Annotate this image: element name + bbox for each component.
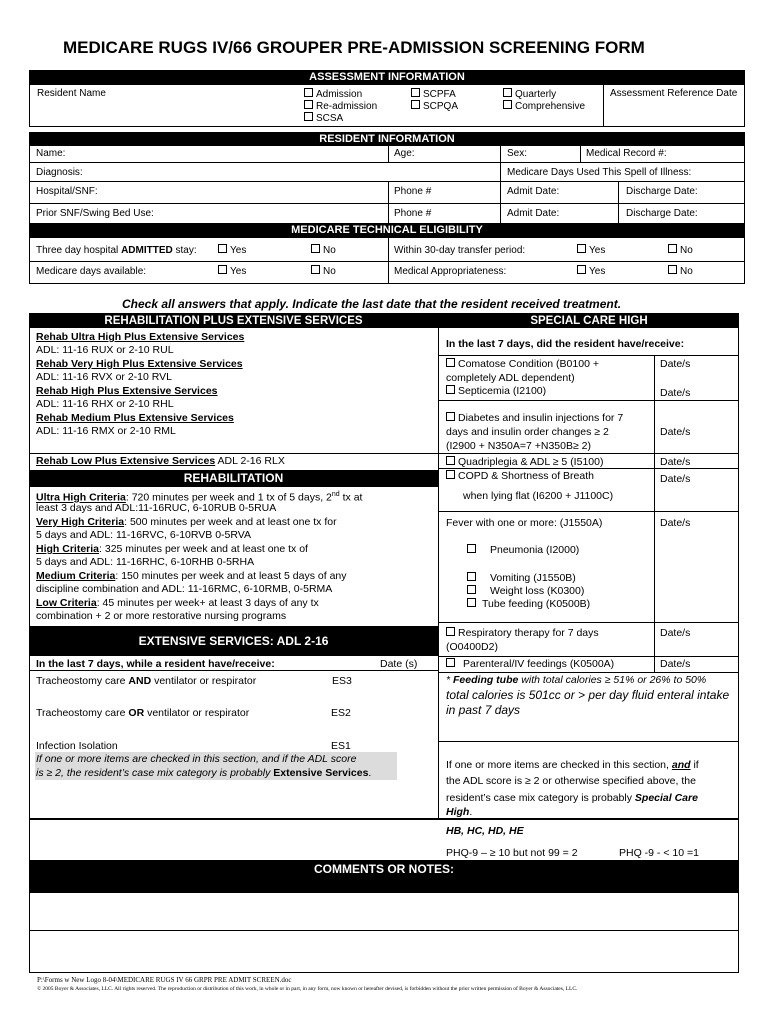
assessment-header: ASSESSMENT INFORMATION <box>29 70 745 85</box>
extensive-date-col: Date (s) <box>380 658 418 670</box>
trach-and-vent[interactable]: Tracheostomy care AND ventilator or respirator <box>36 675 257 687</box>
footer-path: P:\Forms w New Logo 8-04\MEDICARE RUGS IV 66 GRPR PRE ADMIT SCREEN.doc <box>37 976 292 984</box>
name-field[interactable]: Name: <box>36 148 66 159</box>
special-note-l1: If one or more items are checked in this section, and if <box>446 759 699 771</box>
days-available-yes-checkbox[interactable]: Yes <box>218 265 246 278</box>
respiratory-date[interactable]: Date/s <box>660 627 691 639</box>
comatose-l2: completely ADL dependent) <box>446 372 575 384</box>
phq-9-score-1: PHQ -9 - < 10 =1 <box>619 847 699 859</box>
quadriplegia-checkbox[interactable]: Quadriplegia & ADL ≥ 5 (I5100) <box>446 456 603 468</box>
rehab-very-ext-title: Rehab Very High Plus Extensive Services <box>36 358 243 370</box>
high-criteria: High Criteria: 325 minutes per week and at least one tx of <box>36 543 308 555</box>
special-note-l2: the ADL score is ≥ 2 or otherwise specified above, the <box>446 775 696 787</box>
scsa-checkbox[interactable]: SCSA <box>304 112 343 125</box>
quarterly-checkbox[interactable]: Quarterly <box>503 88 556 101</box>
appropriateness-label: Medical Appropriateness: <box>394 266 507 277</box>
fever-label: Fever with one or more: (J1550A) <box>446 517 603 529</box>
rehab-low-ext: Rehab Low Plus Extensive Services ADL 2-16 RLX <box>36 455 285 467</box>
eligibility-header: MEDICARE TECHNICAL ELIGIBILITY <box>29 223 745 238</box>
diagnosis-field[interactable]: Diagnosis: <box>36 167 83 178</box>
hospital-field[interactable]: Hospital/SNF: <box>36 186 98 197</box>
rehab-ultra-ext-title: Rehab Ultra High Plus Extensive Services <box>36 331 245 343</box>
transfer-period-label: Within 30-day transfer period: <box>394 245 526 256</box>
septicemia-checkbox[interactable]: Septicemia (I2100) <box>446 385 546 397</box>
parenteral-checkbox[interactable]: Parenteral/IV feedings (K0500A) <box>446 658 614 670</box>
diabetes-checkbox[interactable]: Diabetes and insulin injections for 7 <box>446 412 623 424</box>
comatose-checkbox[interactable]: Comatose Condition (B0100 + <box>446 358 599 370</box>
days-available-label: Medicare days available: <box>36 266 147 277</box>
rehab-ultra-ext-adl: ADL: 11-16 RUX or 2-10 RUL <box>36 344 174 356</box>
very-high-criteria-l2: 5 days and ADL: 11-16RVC, 6-10RVB 0-5RVA <box>36 529 251 541</box>
three-day-no-checkbox[interactable]: No <box>311 244 336 257</box>
very-high-criteria: Very High Criteria: 500 minutes per week and at least one tx for <box>36 516 337 528</box>
diabetes-l3: (I2900 + N350A=7 +N350B≥ 2) <box>446 440 591 452</box>
high-criteria-l2: 5 days and ADL: 11-16RHC, 6-10RHB 0-5RHA <box>36 556 255 568</box>
diabetes-l2: days and insulin order changes ≥ 2 <box>446 426 609 438</box>
prior-discharge-date-field[interactable]: Discharge Date: <box>626 208 698 219</box>
tube-feeding-checkbox[interactable]: Tube feeding (K0500B) <box>467 598 590 610</box>
transfer-yes-checkbox[interactable]: Yes <box>577 244 605 257</box>
fever-date[interactable]: Date/s <box>660 517 691 529</box>
hospital-phone-field[interactable]: Phone # <box>394 186 432 197</box>
assessment-ref-date-label: Assessment Reference Date <box>610 88 738 99</box>
page-title: MEDICARE RUGS IV/66 GROUPER PRE-ADMISSION SCREENING FORM <box>63 38 645 57</box>
medium-criteria-l2: discipline combination and ADL: 11-16RMC, 6-10RMB, 0-5RMA <box>36 583 333 595</box>
special-care-header: SPECIAL CARE HIGH <box>439 314 739 328</box>
pneumonia-checkbox[interactable]: Pneumonia (I2000) <box>467 544 579 556</box>
hospital-admit-date-field[interactable]: Admit Date: <box>507 186 560 197</box>
low-criteria: Low Criteria: 45 minutes per week+ at least 3 days of any tx <box>36 597 319 609</box>
appropriateness-no-checkbox[interactable]: No <box>668 265 693 278</box>
weight-loss-checkbox[interactable]: Weight loss (K0300) <box>467 585 584 597</box>
es3-code: ES3 <box>332 675 352 687</box>
rehab-medium-ext-adl: ADL: 11-16 RMX or 2-10 RML <box>36 425 176 437</box>
trach-or-vent[interactable]: Tracheostomy care OR ventilator or respirator <box>36 707 250 719</box>
phq-9-score-2: PHQ-9 – ≥ 10 but not 99 = 2 <box>446 847 578 859</box>
medium-criteria: Medium Criteria: 150 minutes per week and at least 5 days of any <box>36 570 347 582</box>
extensive-header: EXTENSIVE SERVICES: ADL 2-16 <box>29 626 438 656</box>
comatose-date[interactable]: Date/s <box>660 358 691 370</box>
readmission-checkbox[interactable]: Re-admission <box>304 100 377 113</box>
infection-isolation[interactable]: Infection Isolation <box>36 740 118 752</box>
age-field[interactable]: Age: <box>394 148 415 159</box>
ultra-high-criteria: Ultra High Criteria: 720 minutes per week and 1 tx of 5 days, 2nd tx at <box>36 491 363 504</box>
transfer-no-checkbox[interactable]: No <box>668 244 693 257</box>
comments-header: COMMENTS OR NOTES: <box>29 860 739 893</box>
quadriplegia-date[interactable]: Date/s <box>660 456 691 468</box>
comprehensive-checkbox[interactable]: Comprehensive <box>503 100 585 113</box>
copd-checkbox[interactable]: COPD & Shortness of Breath <box>446 470 594 482</box>
rehabilitation-header: REHABILITATION <box>29 470 438 487</box>
special-note-l3: resident’s case mix category is probably Special Care <box>446 792 698 804</box>
comments-lines[interactable] <box>29 893 739 973</box>
es1-code: ES1 <box>331 740 351 752</box>
three-day-stay-label: Three day hospital ADMITTED stay: <box>36 245 197 256</box>
copd-l2: when lying flat (I6200 + J1100C) <box>463 490 614 502</box>
sex-field[interactable]: Sex: <box>507 148 528 159</box>
prior-admit-date-field[interactable]: Admit Date: <box>507 208 560 219</box>
special-note-l4: High. <box>446 806 473 818</box>
extensive-subhead: In the last 7 days, while a resident have/receive: <box>36 658 275 670</box>
respiratory-checkbox[interactable]: Respiratory therapy for 7 days <box>446 627 599 639</box>
extensive-note-l2: is ≥ 2, the resident’s case mix category is probably Extensive Services. <box>36 767 372 779</box>
resident-name-label: Resident Name <box>37 88 106 99</box>
extensive-note-l1: If one or more items are checked in this section, and if the ADL score <box>36 753 357 765</box>
three-day-yes-checkbox[interactable]: Yes <box>218 244 246 257</box>
admission-checkbox[interactable]: Admission <box>304 88 362 101</box>
resident-info-header: RESIDENT INFORMATION <box>29 132 745 146</box>
hospital-discharge-date-field[interactable]: Discharge Date: <box>626 186 698 197</box>
tube-note-l1: * Feeding tube with total calories ≥ 51% or 26% to 50% <box>446 674 707 686</box>
scpqa-checkbox[interactable]: SCPQA <box>411 100 458 113</box>
parenteral-date[interactable]: Date/s <box>660 658 691 670</box>
appropriateness-yes-checkbox[interactable]: Yes <box>577 265 605 278</box>
prior-snf-field[interactable]: Prior SNF/Swing Bed Use: <box>36 208 154 219</box>
rehab-ext-header: REHABILITATION PLUS EXTENSIVE SERVICES <box>29 314 438 328</box>
medical-record-field[interactable]: Medical Record #: <box>586 148 667 159</box>
days-available-no-checkbox[interactable]: No <box>311 265 336 278</box>
respiratory-l2: (O0400D2) <box>446 641 498 653</box>
ultra-high-criteria-l2: least 3 days and ADL:11-16RUC, 6-10RUB 0-5RUA <box>36 502 277 514</box>
special-subhead: In the last 7 days, did the resident have/receive: <box>446 338 685 350</box>
es2-code: ES2 <box>331 707 351 719</box>
septicemia-date[interactable]: Date/s <box>660 387 691 399</box>
rehab-medium-ext-title: Rehab Medium Plus Extensive Services <box>36 412 234 424</box>
days-used-field[interactable]: Medicare Days Used This Spell of Illness: <box>507 167 692 178</box>
tube-note-l3: in past 7 days <box>446 703 521 717</box>
copd-date[interactable]: Date/s <box>660 473 691 485</box>
diabetes-date[interactable]: Date/s <box>660 426 691 438</box>
scpfa-checkbox[interactable]: SCPFA <box>411 88 456 101</box>
prior-phone-field[interactable]: Phone # <box>394 208 432 219</box>
special-codes: HB, HC, HD, HE <box>446 825 524 837</box>
rehab-high-ext-adl: ADL: 11-16 RHX or 2-10 RHL <box>36 398 174 410</box>
vomiting-checkbox[interactable]: Vomiting (J1550B) <box>467 572 576 584</box>
instruction-text: Check all answers that apply. Indicate the last date that the resident received treatment. <box>122 297 622 311</box>
rehab-high-ext-title: Rehab High Plus Extensive Services <box>36 385 218 397</box>
footer-copyright: © 2005 Boyer & Associates, LLC. All rights reserved. The reproduction or distribution of this work, in whole or in part, in any form, now known or hereafter devised, is forbidden without the prior written permission of Boyer & Associates, LLC. <box>37 986 578 992</box>
low-criteria-l2: combination + 2 or more restorative nursing programs <box>36 610 287 622</box>
rehab-very-ext-adl: ADL: 11-16 RVX or 2-10 RVL <box>36 371 172 383</box>
tube-note-l2: total calories is 501cc or > per day fluid enteral intake <box>446 688 730 702</box>
